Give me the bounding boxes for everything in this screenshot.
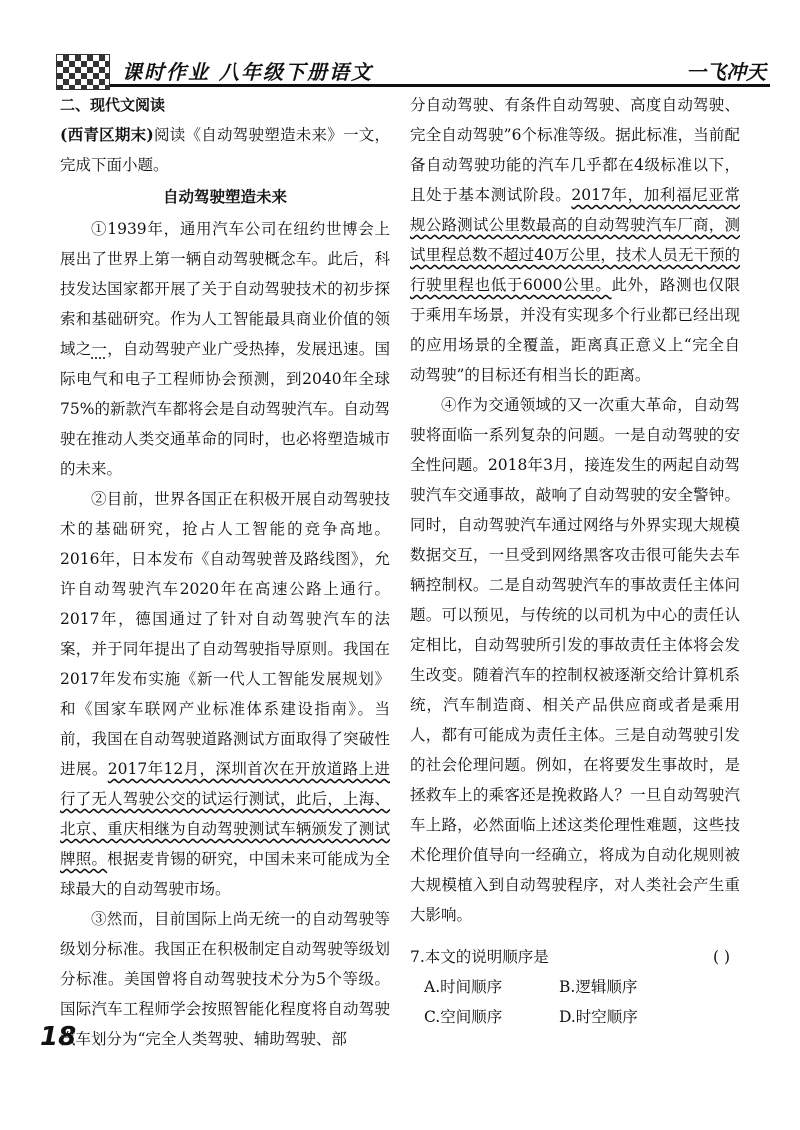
brand-logo: 一飞冲天 xyxy=(686,60,766,84)
paragraph-3-text-b: 分自动驾驶、有条件自动驾驶、高度自动驾驶、完全自动驾驶”6个标准等级。据此标准，当前配备自动驾驶功能的汽车几乎都在4级标准以下，且处于基本测试阶段。 xyxy=(410,96,740,204)
paragraph-4: ④作为交通领域的又一次重大革命，自动驾驶将面临一系列复杂的问题。一是自动驾驶的安全性问题。2018年3月，接连发生的两起自动驾驶汽车交通事故，敲响了自动驾驶的安全警钟。同时，自动驾驶汽车通过网络与外界实现大规模数据交互，一旦受到网络黑客攻击很可能失去车辆控制权。二是自动驾驶汽车的事故责任主体问题。可以预见，与传统的以司机为中心的责任认定相比，自动驾驶所引发的事故责任主体将会发生改变。随着汽车的控制权被逐渐交给计算机系统，汽车制造商、相关产品供应商或者是乘用人，都有可能成为责任主体。三是自动驾驶引发的社会伦理问题。例如，在将要发生事故时，是拯救车上的乘客还是挽救路人？一旦自动驾驶汽车上路，必然面临上述这类伦理性难题，这些技术伦理价值导向一经确立，将成为自动化规则被大规模植入到自动驾驶程序，对人类社会产生重大影响。 xyxy=(410,396,740,924)
paragraph-1-marked-char: 一 xyxy=(91,340,108,358)
question-stem: 7.本文的说明顺序是 xyxy=(410,948,549,966)
left-column xyxy=(60,90,390,1054)
paragraph-1-text-a: ①1939年，通用汽车公司在纽约世博会上展出了世界上第一辆自动驾驶概念车。此后，科技发达国家都开展了关于自动驾驶技术的初步探索和基础研究。作为人工智能最具商业价值的领域之 xyxy=(60,220,390,358)
paragraph-2 xyxy=(60,484,390,904)
section-heading: 二、现代文阅读 xyxy=(60,96,166,114)
right-column xyxy=(410,90,740,1032)
paragraph-1 xyxy=(60,214,390,484)
intro-text: 阅读《自动驾驶塑造未来》一文，完成下面小题。 xyxy=(60,126,390,174)
article-title: 自动驾驶塑造未来 xyxy=(162,188,287,206)
paragraph-3-underlined: 2017年，加利福尼亚常规公路测试公里数最高的自动驾驶汽车厂商，测试里程总数不超过40万公里，技术人员无干预的行驶里程也低于6000公里。 xyxy=(410,186,740,294)
paragraph-2-text-b: 根据麦肯锡的研究，中国未来可能成为全球最大的自动驾驶市场。 xyxy=(60,850,390,898)
paragraph-3-start: ③然而，目前国际上尚无统一的自动驾驶等级划分标准。我国正在积极制定自动驾驶等级划分标准。美国曾将自动驾驶技术分为5个等级。国际汽车工程师学会按照智能化程度将自动驾驶汽车划分为“完全人类驾驶、辅助驾驶、部 xyxy=(60,910,390,1048)
checker-logo-icon xyxy=(56,54,110,90)
option-b[interactable]: B.逻辑顺序 xyxy=(559,978,638,996)
option-c[interactable]: C.空间顺序 xyxy=(424,1008,503,1026)
question-options xyxy=(424,972,740,1032)
paragraph-2-underlined: 2017年12月，深圳首次在开放道路上进行了无人驾驶公交的试运行测试，此后，上海、北京、重庆相继为自动驾驶测试车辆颁发了测试牌照。 xyxy=(60,760,390,868)
answer-blank[interactable]: ( ) xyxy=(712,948,730,966)
paragraph-2-text-a: ②目前，世界各国正在积极开展自动驾驶技术的基础研究，抢占人工智能的竞争高地。2016年，日本发布《自动驾驶普及路线图》，允许自动驾驶汽车2020年在高速公路上通行。2017年，德国通过了针对自动驾驶汽车的法案，并于同年提出了自动驾驶指导原则。我国在2017年发布实施《新一代人工智能发展规划》和《国家车联网产业标准体系建设指南》。当前，我国在自动驾驶道路测试方面取得了突破性进展。 xyxy=(60,490,390,778)
header-rule xyxy=(110,84,770,87)
option-d[interactable]: D.时空顺序 xyxy=(559,1008,638,1026)
intro xyxy=(60,120,390,180)
paragraph-3-text-c: 此外，路测也仅限于乘用车场景，并没有实现多个行业都已经出现的应用场景的全覆盖，距离真正意义上“完全自动驾驶”的目标还有相当长的距离。 xyxy=(410,276,740,384)
option-a[interactable]: A.时间顺序 xyxy=(424,978,503,996)
header-title: 课时作业 八年级下册语文 xyxy=(122,60,373,84)
question-7 xyxy=(410,942,740,972)
paragraph-1-text-b: ，自动驾驶产业广受热捧，发展迅速。国际电气和电子工程师协会预测，到2040年全球75%的新款汽车都将会是自动驾驶汽车。自动驾驶在推动人类交通革命的同时，也必将塑造城市的未来。 xyxy=(60,340,390,478)
page-header xyxy=(50,52,770,92)
paragraph-3-continued xyxy=(410,90,740,390)
intro-source: (西青区期末) xyxy=(60,125,154,144)
page-number: 18 xyxy=(40,1022,77,1052)
